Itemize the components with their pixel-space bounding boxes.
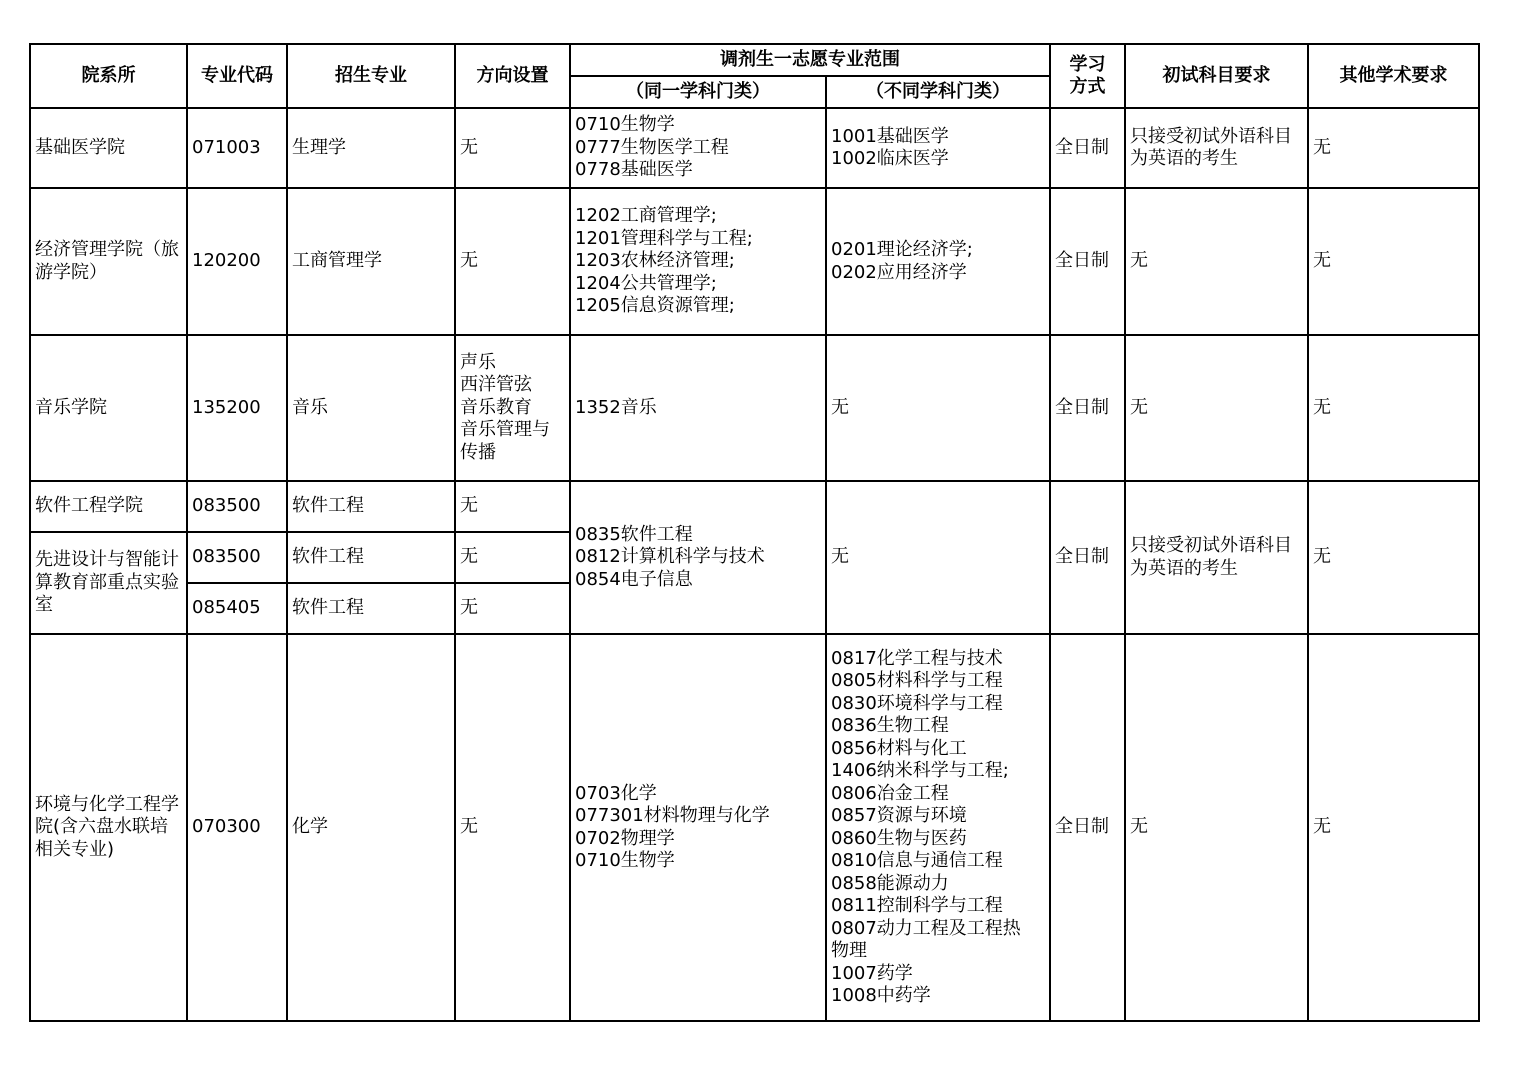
cell-major: 软件工程	[287, 532, 455, 583]
direction-item: 音乐管理与	[460, 419, 550, 441]
diff-item: 0811控制科学与工程	[831, 895, 1003, 916]
cell-code: 083500	[187, 481, 287, 532]
diff-item: 0817化学工程与技术	[831, 647, 1003, 669]
header-direction: 方向设置	[455, 44, 570, 108]
table-row	[30, 481, 1479, 532]
diff-item: 0805材料科学与工程	[831, 670, 1003, 691]
direction-item: 音乐教育	[460, 396, 532, 418]
cell-major: 工商管理学	[287, 188, 455, 335]
cell-diff-category: 无	[826, 335, 1050, 481]
diff-item: 0858能源动力	[831, 872, 949, 894]
cell-other: 无	[1308, 481, 1479, 634]
cell-diff-category: 无	[826, 481, 1050, 634]
header-mode-line-2: 方式	[1069, 76, 1106, 97]
cell-direction: 无	[455, 634, 570, 1021]
cell-direction: 无	[455, 532, 570, 583]
cell-code: 085405	[187, 583, 287, 634]
cell-direction: 无	[455, 108, 570, 188]
direction-item: 传播	[460, 441, 496, 463]
cell-major: 软件工程	[287, 583, 455, 634]
diff-item: 1007药学	[831, 962, 913, 984]
cell-mode: 全日制	[1050, 634, 1125, 1021]
admission-table	[29, 43, 1480, 1022]
header-same-category: （同一学科门类）	[570, 76, 826, 108]
diff-item: 1008中药学	[831, 985, 931, 1006]
header-major: 招生专业	[287, 44, 455, 108]
cell-mode: 全日制	[1050, 481, 1125, 634]
diff-item: 0836生物工程	[831, 715, 949, 736]
same-item: 1202工商管理学;	[575, 205, 717, 227]
diff-item: 物理	[831, 940, 867, 961]
cell-diff-category	[826, 634, 1050, 1021]
direction-item: 西洋管弦	[460, 374, 532, 396]
cell-direction: 无	[455, 583, 570, 634]
table-row	[30, 108, 1479, 188]
same-item: 0777生物医学工程	[575, 136, 729, 158]
cell-dept: 环境与化学工程学院(含六盘水联培相关专业)	[30, 634, 187, 1021]
cell-same-category	[570, 634, 826, 1021]
cell-mode: 全日制	[1050, 108, 1125, 188]
diff-item: 1001基础医学	[831, 125, 949, 147]
cell-same-category	[570, 108, 826, 188]
cell-dept: 经济管理学院（旅游学院）	[30, 188, 187, 335]
header-dept: 院系所	[30, 44, 187, 108]
cell-exam: 无	[1125, 634, 1308, 1021]
cell-dept: 基础医学院	[30, 108, 187, 188]
same-item: 1203农林经济管理;	[575, 250, 735, 272]
cell-other: 无	[1308, 634, 1479, 1021]
cell-code: 135200	[187, 335, 287, 481]
cell-diff-category	[826, 108, 1050, 188]
diff-item: 0856材料与化工	[831, 737, 967, 759]
diff-item: 1002临床医学	[831, 148, 949, 169]
table-row	[30, 188, 1479, 335]
diff-item: 0830环境科学与工程	[831, 692, 1003, 714]
header-mode	[1050, 44, 1125, 108]
cell-direction: 无	[455, 481, 570, 532]
same-item: 1205信息资源管理;	[575, 295, 735, 317]
cell-major: 音乐	[287, 335, 455, 481]
same-item: 0710生物学	[575, 850, 675, 871]
cell-same-category	[570, 188, 826, 335]
header-other: 其他学术要求	[1308, 44, 1479, 108]
same-item: 0702物理学	[575, 827, 675, 849]
cell-code: 120200	[187, 188, 287, 335]
cell-major: 软件工程	[287, 481, 455, 532]
diff-item: 0857资源与环境	[831, 805, 967, 826]
cell-code: 071003	[187, 108, 287, 188]
table-row	[30, 335, 1479, 481]
same-item: 0710生物学	[575, 114, 675, 136]
diff-item: 0806冶金工程	[831, 782, 949, 804]
same-item: 1204公共管理学;	[575, 272, 717, 294]
header-code: 专业代码	[187, 44, 287, 108]
diff-item: 0201理论经济学;	[831, 239, 973, 260]
cell-exam: 只接受初试外语科目为英语的考生	[1125, 481, 1308, 634]
header-exam: 初试科目要求	[1125, 44, 1308, 108]
cell-dept: 音乐学院	[30, 335, 187, 481]
same-item: 0854电子信息	[575, 568, 693, 590]
diff-item: 0807动力工程及工程热	[831, 917, 1021, 939]
cell-dept: 先进设计与智能计算教育部重点实验室	[30, 532, 187, 634]
cell-direction: 无	[455, 188, 570, 335]
same-item: 0812计算机科学与技术	[575, 546, 765, 568]
header-diff-category: （不同学科门类）	[826, 76, 1050, 108]
cell-same-category	[570, 335, 826, 481]
cell-exam: 只接受初试外语科目为英语的考生	[1125, 108, 1308, 188]
cell-other: 无	[1308, 335, 1479, 481]
cell-dept: 软件工程学院	[30, 481, 187, 532]
cell-exam: 无	[1125, 335, 1308, 481]
cell-direction	[455, 335, 570, 481]
diff-item: 0810信息与通信工程	[831, 850, 1003, 871]
same-item: 1201管理科学与工程;	[575, 227, 753, 249]
cell-mode: 全日制	[1050, 188, 1125, 335]
cell-code: 070300	[187, 634, 287, 1021]
header-scope: 调剂生一志愿专业范围	[570, 44, 1050, 76]
cell-exam: 无	[1125, 188, 1308, 335]
header-mode-line-1: 学习	[1069, 53, 1106, 75]
cell-same-category	[570, 481, 826, 634]
cell-major: 化学	[287, 634, 455, 1021]
cell-mode: 全日制	[1050, 335, 1125, 481]
cell-other: 无	[1308, 188, 1479, 335]
same-item: 0835软件工程	[575, 523, 693, 545]
table-row	[30, 634, 1479, 1021]
same-item: 0703化学	[575, 782, 657, 804]
same-item: 1352音乐	[575, 396, 657, 418]
diff-item: 0202应用经济学	[831, 261, 967, 283]
cell-major: 生理学	[287, 108, 455, 188]
diff-item: 1406纳米科学与工程;	[831, 760, 1009, 781]
cell-diff-category	[826, 188, 1050, 335]
cell-code: 083500	[187, 532, 287, 583]
cell-other: 无	[1308, 108, 1479, 188]
same-item: 077301材料物理与化学	[575, 805, 770, 826]
same-item: 0778基础医学	[575, 159, 693, 181]
diff-item: 0860生物与医药	[831, 827, 967, 849]
direction-item: 声乐	[460, 351, 496, 373]
